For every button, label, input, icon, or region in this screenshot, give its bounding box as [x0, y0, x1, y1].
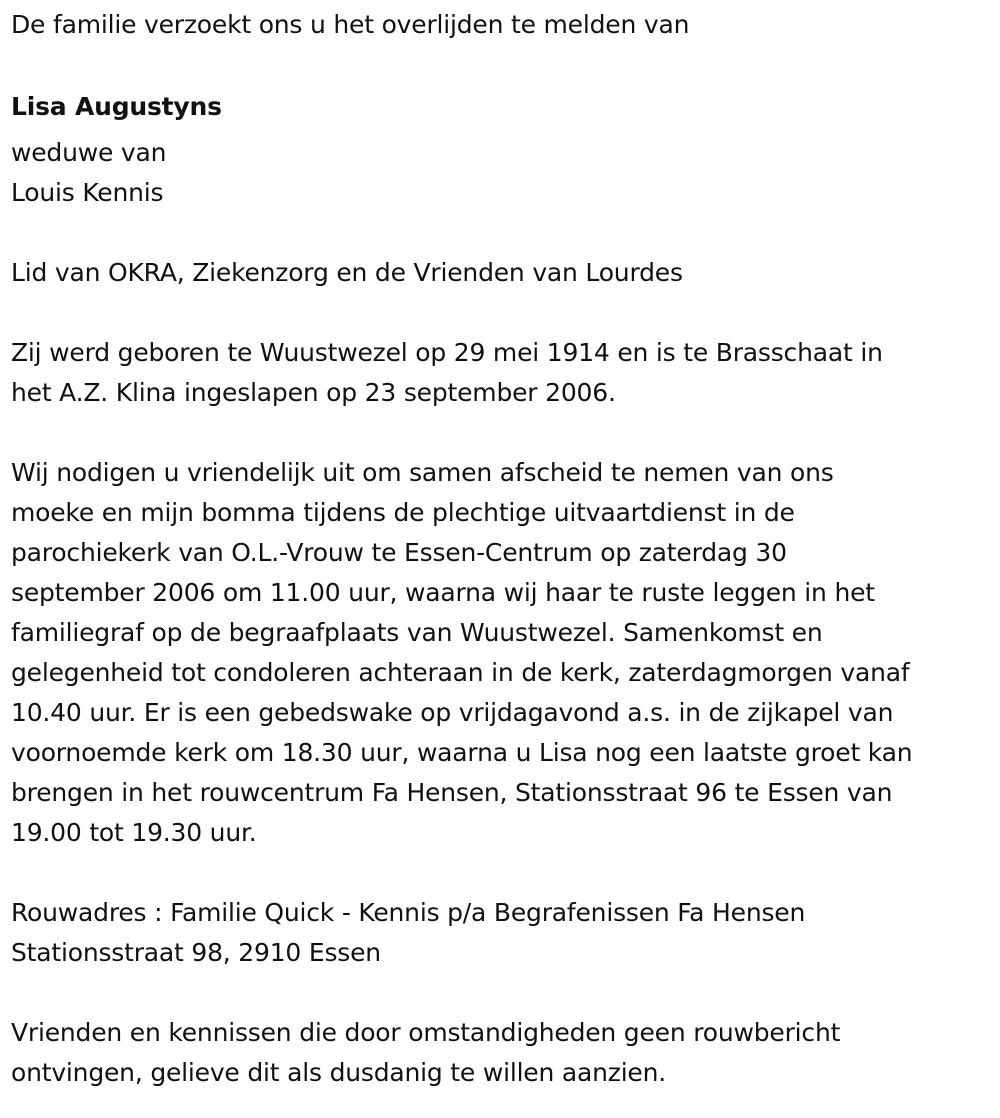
spouse-name: Louis Kennis: [11, 178, 164, 207]
spacer: [11, 413, 996, 453]
paragraph-line: september 2006 om 11.00 uur, waarna wij haar te ruste leggen in het: [11, 578, 875, 607]
spacer: [11, 293, 996, 333]
paragraph-line: ontvingen, gelieve dit als dusdanig te willen aanzien.: [11, 1058, 667, 1087]
paragraph-line: Zij werd geboren te Wuustwezel op 29 mei 1914 en is te Brasschaat in: [11, 338, 883, 367]
paragraph-line: moeke en mijn bomma tijdens de plechtige uitvaartdienst in de: [11, 498, 795, 527]
funeral-paragraph: [11, 453, 996, 853]
paragraph-line: 10.40 uur. Er is een gebedswake op vrijdagavond a.s. in de zijkapel van: [11, 698, 894, 727]
paragraph-line: Stationsstraat 98, 2910 Essen: [11, 938, 381, 967]
paragraph-line: 19.00 tot 19.30 uur.: [11, 818, 257, 847]
spacer: [11, 45, 996, 81]
paragraph-line: voornoemde kerk om 18.30 uur, waarna u Lisa nog een laatste groet kan: [11, 738, 913, 767]
paragraph-line: gelegenheid tot condoleren achteraan in de kerk, zaterdagmorgen vanaf: [11, 658, 910, 687]
closing-paragraph: [11, 1013, 996, 1093]
deceased-name: Lisa Augustyns: [11, 92, 222, 121]
spacer: [11, 973, 996, 1013]
membership-text: Lid van OKRA, Ziekenzorg en de Vrienden van Lourdes: [11, 258, 683, 287]
death-notice: [11, 5, 996, 1093]
spacer: [11, 853, 996, 893]
paragraph-line: Rouwadres : Familie Quick - Kennis p/a Begrafenissen Fa Hensen: [11, 898, 806, 927]
intro-text: De familie verzoekt ons u het overlijden te melden van: [11, 10, 690, 39]
birth-death-paragraph: [11, 333, 996, 413]
paragraph-line: het A.Z. Klina ingeslapen op 23 september 2006.: [11, 378, 616, 407]
paragraph-line: Vrienden en kennissen die door omstandigheden geen rouwbericht: [11, 1018, 841, 1047]
spacer: [11, 213, 996, 253]
address-paragraph: [11, 893, 996, 973]
relation-text: weduwe van: [11, 138, 167, 167]
paragraph-line: Wij nodigen u vriendelijk uit om samen afscheid te nemen van ons: [11, 458, 834, 487]
paragraph-line: parochiekerk van O.L.-Vrouw te Essen-Centrum op zaterdag 30: [11, 538, 787, 567]
paragraph-line: brengen in het rouwcentrum Fa Hensen, Stationsstraat 96 te Essen van: [11, 778, 893, 807]
paragraph-line: familiegraf op de begraafplaats van Wuustwezel. Samenkomst en: [11, 618, 823, 647]
